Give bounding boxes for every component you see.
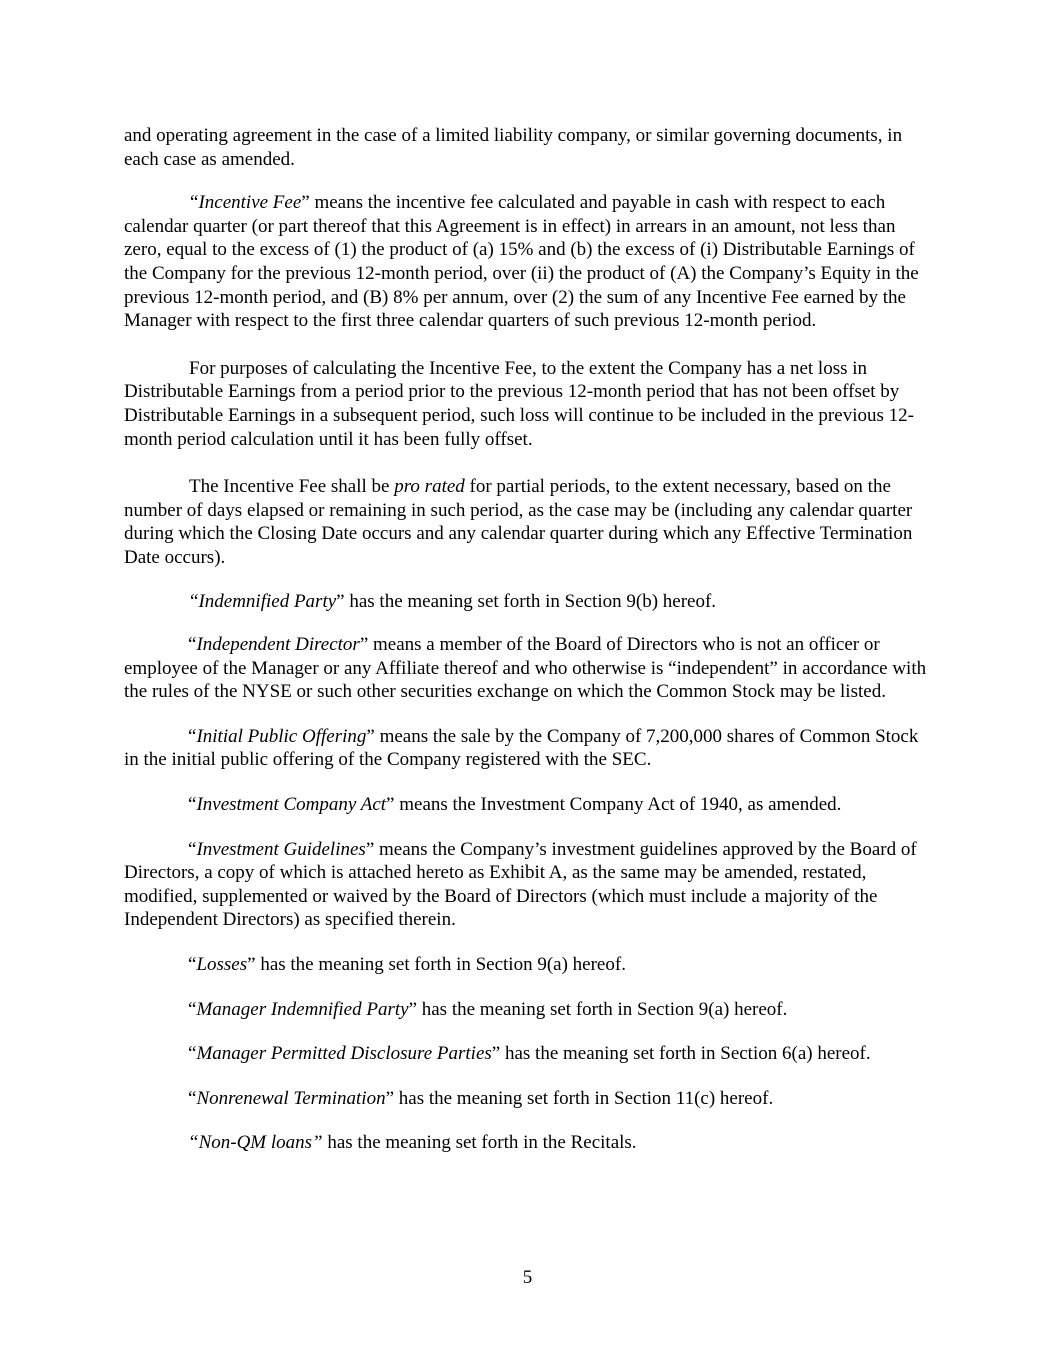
defined-term: Indemnified Party: [198, 590, 337, 612]
definition-text: means the Investment Company Act of 1940, as amended.: [394, 794, 842, 816]
definition-text: means the incentive fee calculated and payable in cash with respect to each calendar quarter (or part thereof that this Agreement is in effect) in arrears in an amount, not less than zero, equal to the excess of (1) the product of (a) 15% and (b) the excess of (i) Distributable Earnings of the Company for the previous 12-month period, over (ii) the product of (A) the Company’s Equity in the previous 12-month period, and (B) 8% per annum, over (2) the sum of any Incentive Fee earned by the Manager with respect to the first three calendar quarters of such previous 12-month period.: [124, 192, 919, 332]
defined-term: Manager Indemnified Party: [196, 998, 409, 1020]
definition-investment-company-act: “Investment Company Act” means the Investment Company Act of 1940, as amended.: [188, 794, 842, 816]
definition-indemnified-party: “Indemnified Party” has the meaning set forth in Section 9(b) hereof.: [190, 590, 717, 612]
paragraph-intro: and operating agreement in the case of a limited liability company, or similar governing documents, in each case as amended.: [124, 125, 903, 170]
definition-nonrenewal-termination: “Nonrenewal Termination” has the meaning set forth in Section 11(c) hereof.: [188, 1087, 774, 1109]
defined-term: “Non-QM loans”: [188, 1132, 323, 1154]
definition-text: means a member of the Board of Directors who is not an officer or employee of the Manager or any Affiliate thereof and who otherwise is “independent” in accordance with the rules of the NYSE or such other securities exchange on which the Common Stock may be listed.: [124, 634, 927, 703]
italic-phrase: pro rated: [394, 476, 465, 498]
definition-independent-director: “Independent Director” means a member of the Board of Directors who is not an officer or employee of the Manager or any Affiliate thereof and who otherwise is “independent” in accordance with the rules of the NYSE or such other securities exchange on which the Common Stock may be listed.: [124, 634, 927, 703]
defined-term: Investment Guidelines: [196, 838, 366, 860]
definition-text: has the meaning set forth in Section 9(a) hereof.: [255, 954, 626, 976]
definition-text: has the meaning set forth in Section 9(b) hereof.: [344, 590, 717, 612]
definition-investment-guidelines: “Investment Guidelines” means the Company’s investment guidelines approved by the Board of Directors, a copy of which is attached hereto as Exhibit A, as the same may be amended, restated, modified, supplemented or waived by the Board of Directors (which must include a majority of the Independent Directors) as specified therein.: [124, 838, 917, 931]
definition-text: has the meaning set forth in Section 6(a) hereof.: [500, 1043, 871, 1065]
definition-initial-public-offering: “Initial Public Offering” means the sale by the Company of 7,200,000 shares of Common Stock in the initial public offering of the Company registered with the SEC.: [124, 725, 919, 771]
definition-manager-permitted-disclosure-parties: “Manager Permitted Disclosure Parties” has the meaning set forth in Section 6(a) hereof.: [188, 1043, 871, 1065]
definition-manager-indemnified-party: “Manager Indemnified Party” has the meaning set forth in Section 9(a) hereof.: [188, 998, 788, 1020]
definition-text: means the sale by the Company of 7,200,000 shares of Common Stock in the initial public offering of the Company registered with the SEC.: [124, 725, 919, 771]
definition-text: has the meaning set forth in Section 9(a) hereof.: [417, 998, 788, 1020]
document-page: [124, 124, 934, 1176]
defined-term: Independent Director: [196, 634, 360, 656]
definition-text: means the Company’s investment guidelines approved by the Board of Directors, a copy of which is attached hereto as Exhibit A, as the same may be amended, restated, modified, supplemented or waived by the Board of Directors (which must include a majority of the Independent Directors) as specified therein.: [124, 838, 917, 931]
definition-losses: “Losses” has the meaning set forth in Section 9(a) hereof.: [188, 954, 626, 976]
paragraph-net-loss: For purposes of calculating the Incentive Fee, to the extent the Company has a net loss in Distributable Earnings from a period prior to the previous 12-month period that has not been offset by Distributable Earnings in a subsequent period, such loss will continue to be included in the previous 12-month period calculation until it has been fully offset.: [124, 357, 914, 450]
paragraph-text: The Incentive Fee shall be: [189, 476, 395, 498]
defined-term: Incentive Fee: [198, 192, 302, 214]
page-number: 5: [522, 1267, 533, 1288]
definition-non-qm-loans: [124, 1131, 934, 1155]
definition-incentive-fee: “Incentive Fee” means the incentive fee calculated and payable in cash with respect to each calendar quarter (or part thereof that this Agreement is in effect) in arrears in an amount, not less than zero, equal to the excess of (1) the product of (a) 15% and (b) the excess of (i) Distributable Earnings of the Company for the previous 12-month period, over (ii) the product of (A) the Company’s Equity in the previous 12-month period, and (B) 8% per annum, over (2) the sum of any Incentive Fee earned by the Manager with respect to the first three calendar quarters of such previous 12-month period.: [124, 192, 919, 332]
defined-term: Nonrenewal Termination: [196, 1087, 386, 1109]
paragraph-pro-rated: [124, 475, 934, 569]
defined-term: Initial Public Offering: [196, 725, 367, 747]
definition-text: has the meaning set forth in the Recitals.: [322, 1132, 637, 1154]
defined-term: Losses: [196, 954, 248, 976]
defined-term: Manager Permitted Disclosure Parties: [196, 1043, 492, 1065]
paragraph-text: for partial periods, to the extent necessary, based on the number of days elapsed or remaining in such period, as the case may be (including any calendar quarter during which the Closing Date occurs and any calendar quarter during which any Effective Termination Date occurs).: [124, 476, 913, 568]
definition-text: has the meaning set forth in Section 11(c) hereof.: [394, 1087, 774, 1109]
defined-term: Investment Company Act: [196, 794, 387, 816]
